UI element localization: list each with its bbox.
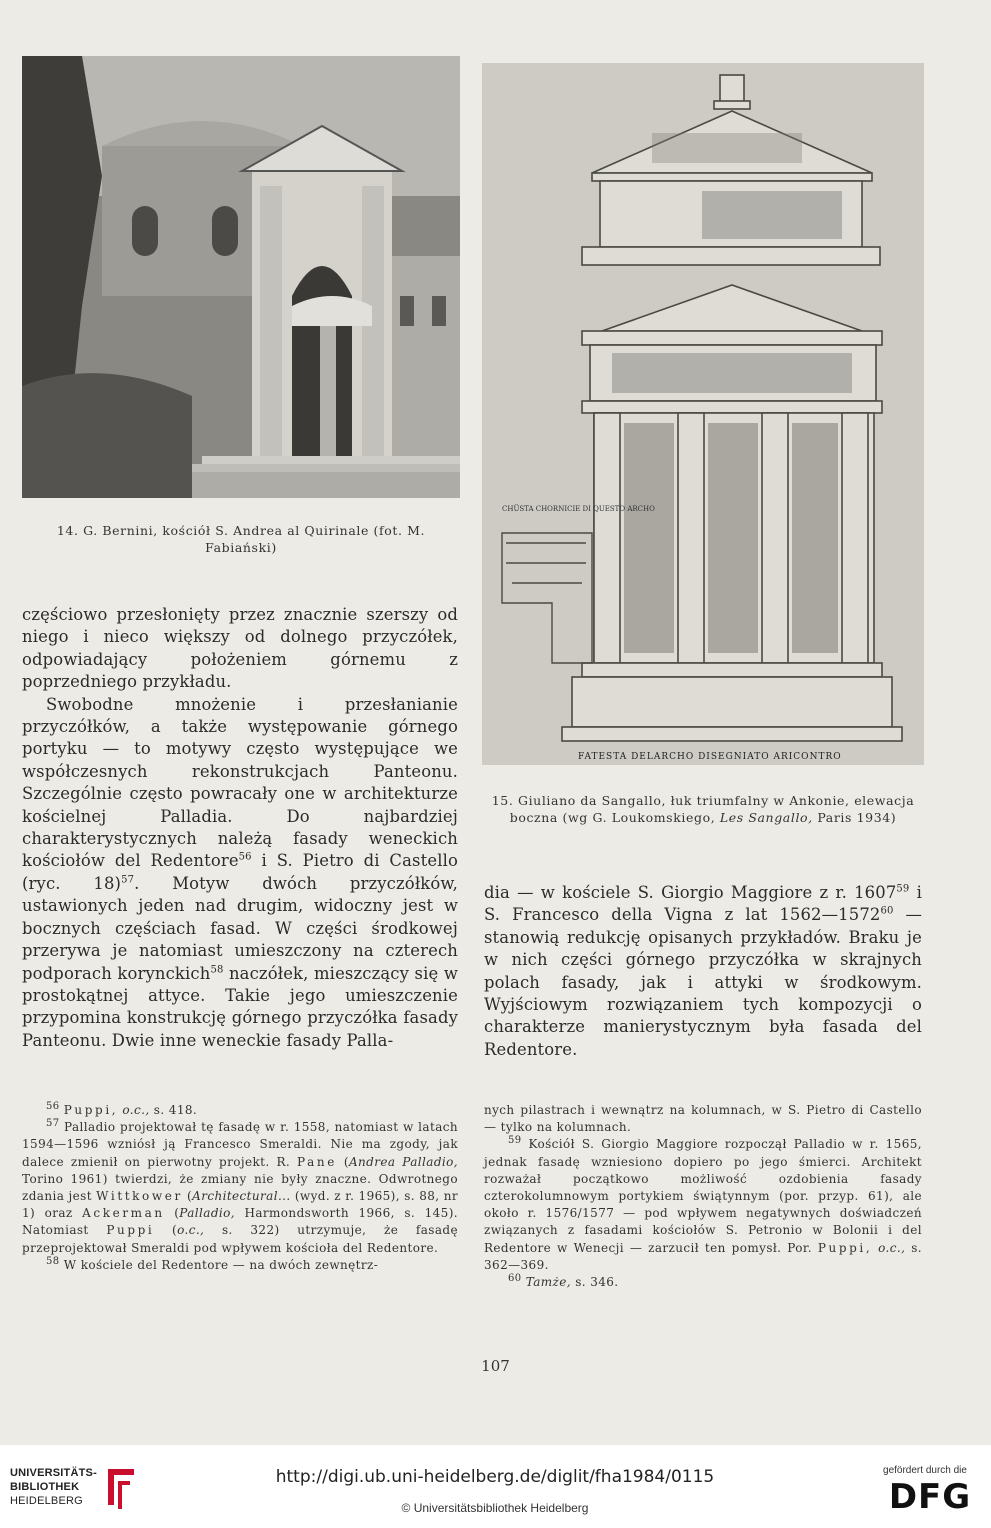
text-run: i S. Francesco della Vigna z lat 1562—1572 xyxy=(484,883,922,925)
caption-part: 15. Giuliano da Sangallo, łuk triumfalny w Ankonie, elewacja boczna (wg G. Loukomskiego, xyxy=(491,793,915,825)
author: Pane xyxy=(297,1154,337,1169)
text-run: Torino 1961) twierdzi, że zmiany nie były znaczne. Odwrotnego zdania jest xyxy=(22,1171,458,1204)
drawing-side-note: CHÜSTA CHORNICIE DI QUESTO ARCHO xyxy=(502,505,655,513)
triumphal-arch-drawing xyxy=(482,63,924,765)
text-run: Harmondsworth 1966, s. 145). Natomiast xyxy=(22,1206,458,1238)
footnote-number: 57 xyxy=(46,1118,60,1130)
church-photo-illustration xyxy=(22,56,460,498)
text-run: Kościół S. Giorgio Maggiore rozpoczął Palladio w r. 1565, jednak fasadę wzniesiono dopiero po jego śmierci. Architekt rozważał początkowo możliwość ozdobienia fasady czterokolumnowym portykiem świątynnym (por. przyp. 61), ale około r. 1576/1577 — pod wpływem negatywnych doświadczeń związanych z fasadami kościołów S. Petronio w Bolonii i del Redentore w Wenecji — zarzucił ten pomysł. Por. xyxy=(484,1137,922,1255)
funded-by-label: gefördert durch die xyxy=(883,1465,967,1476)
footnote-57 xyxy=(22,1119,458,1257)
text-run: i S. Pietro di Castello (ryc. 18) xyxy=(22,851,458,893)
text-run: s. 322) utrzymuje, że fasadę przeprojektował Smeraldi pod wpływem kościoła del Redentore. xyxy=(22,1223,459,1255)
text-run: s. 418. xyxy=(149,1103,198,1117)
digitization-footer xyxy=(0,1445,991,1528)
text-run: ( xyxy=(164,1206,180,1221)
figure-15-drawing xyxy=(482,63,924,765)
author: Puppi, xyxy=(63,1103,119,1117)
left-body-column xyxy=(22,604,458,1052)
footnote-ref-58: 58 xyxy=(210,964,224,976)
text-run: Swobodne mnożenie i przesłanianie przyczółków, a także występowanie górnego portyku — to motywy często występujące we współczesnych rekonstrukcjach Panteonu. Szczególnie często powracały one w architekturze kościelnej Palladia. Do najbardziej charakterystycznych należą fasady weneckich kościołów del Redentore xyxy=(22,694,458,871)
book-title: Andrea Palladio, xyxy=(348,1154,458,1169)
author: Puppi, xyxy=(817,1240,873,1255)
text-run: Palladio projektował tę fasadę w r. 1558, natomiast w latach 1594—1596 wzniósł ją Francesco Smeraldi. Nie ma zgody, jak dalece zmienił on pierwotny projekt. R. xyxy=(22,1120,458,1169)
footnotes-right xyxy=(484,1102,922,1291)
abbrev: o.c., xyxy=(878,1240,906,1255)
paragraph xyxy=(484,882,922,1061)
book-title: Architectural... xyxy=(192,1189,291,1204)
text-run: . Motyw dwóch przyczółków, ustawionych jeden nad drugim, widoczny jest w bocznych częściach fasad. W części środkowej przerywa je natomiast umieszczony na czterech podporach korynckich xyxy=(22,873,458,983)
page-number: 107 xyxy=(481,1357,510,1375)
text-run: ( xyxy=(336,1154,349,1169)
figure-14-caption: 14. G. Bernini, kościół S. Andrea al Quirinale (fot. M. Fabiański) xyxy=(56,523,426,555)
figure-14-photo xyxy=(22,56,460,498)
author: Wittkower xyxy=(96,1189,183,1204)
text-run: ( xyxy=(154,1223,178,1238)
text-run: s. 346. xyxy=(571,1275,619,1290)
dfg-logo: DFG xyxy=(888,1477,972,1517)
text-run: dia — w kościele S. Giorgio Maggiore z r. 1607 xyxy=(484,883,897,902)
library-name-line1: UNIVERSITÄTS- xyxy=(10,1467,97,1479)
abbrev: Tamże, xyxy=(525,1275,571,1290)
footnote-58-continued: nych pilastrach i wewnątrz na kolumnach, w S. Pietro di Castello — tylko na kolumnach. xyxy=(484,1103,922,1135)
author: Ackerman xyxy=(82,1206,165,1221)
caption-book-title: Les Sangallo, xyxy=(719,810,813,825)
text-run: ( xyxy=(182,1189,193,1204)
caption-part: Paris 1934) xyxy=(812,810,897,825)
text-run: (wyd. z r. 1965), s. 88, nr 1) oraz xyxy=(22,1189,458,1221)
footnote-number: 58 xyxy=(46,1255,60,1267)
footnote-59 xyxy=(484,1136,922,1274)
footnote-ref-57: 57 xyxy=(121,874,135,886)
paragraph: częściowo przesłonięty przez znacznie szerszy od niego i nieco większy od dolnego przyczółek, odpowiadający położeniem górnemu z poprzedniego przykładu. xyxy=(22,605,458,692)
footnote-ref-56: 56 xyxy=(238,852,252,863)
copyright-notice: © Universitätsbibliothek Heidelberg xyxy=(401,1501,589,1515)
abbrev: o.c., xyxy=(177,1223,205,1238)
library-name-line2: BIBLIOTHEK xyxy=(10,1481,80,1493)
text-run: W kościele del Redentore — na dwóch zewnętrz- xyxy=(59,1257,379,1272)
text-run: naczółek, mieszczący się w prostokątnej attyce. Takie jego umieszczenie przypomina konstrukcję górnego przyczółka fasady Panteonu. Dwie inne weneckie fasady Palla- xyxy=(22,963,459,1050)
paragraph xyxy=(22,694,458,1053)
footnote-56 xyxy=(22,1102,458,1119)
library-name-line3: HEIDELBERG xyxy=(10,1495,83,1507)
text-run: s. 362—369. xyxy=(484,1240,922,1272)
book-title: Palladio, xyxy=(179,1206,235,1221)
footnote-ref-59: 59 xyxy=(896,883,910,895)
footnote-60 xyxy=(484,1274,922,1291)
footnote-number: 59 xyxy=(508,1135,522,1147)
footnote-ref-60: 60 xyxy=(880,905,894,917)
library-logo-icon xyxy=(100,1463,140,1511)
text-run: — stanowią redukcję opisanych przykładów. Braku je w nich części górnego przyczółka w skrajnych polach fasady, jak i attyki w środkowym. Wyjściowym rozwiązaniem tych kompozycji o charakterze manierystycznym była fasada del Redentore. xyxy=(484,905,922,1059)
figure-15-caption xyxy=(482,792,924,826)
author: Puppi xyxy=(106,1223,155,1238)
permalink-url[interactable]: http://digi.ub.uni-heidelberg.de/diglit/fha1984/0115 xyxy=(275,1467,715,1487)
drawing-inscription: FATESTA DELARCHO DISEGNIATO ARICONTRO xyxy=(578,752,842,762)
footnote-58 xyxy=(22,1257,458,1274)
abbrev: o.c., xyxy=(122,1103,150,1117)
footnote-number: 60 xyxy=(508,1273,522,1285)
footnote-number: 56 xyxy=(46,1101,60,1112)
right-body-column xyxy=(484,882,922,1061)
footnotes-left xyxy=(22,1102,458,1274)
